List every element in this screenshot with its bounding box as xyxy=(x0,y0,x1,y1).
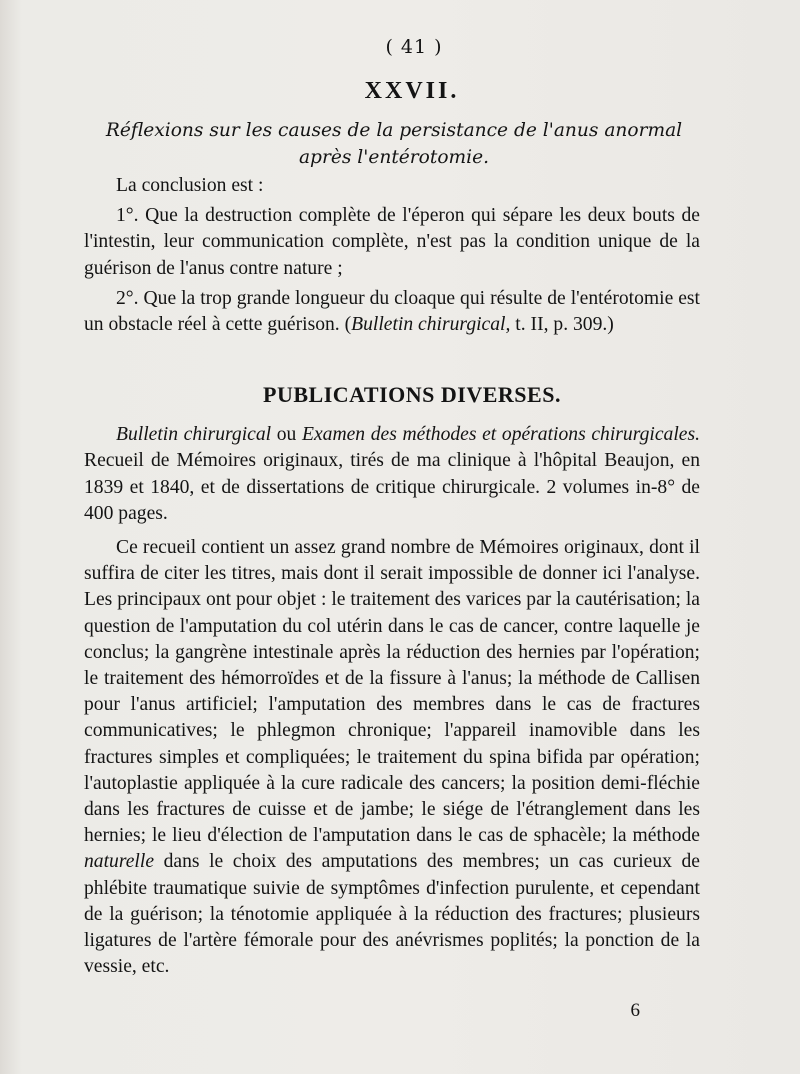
publication-title-connector: ou xyxy=(271,424,302,446)
publication-title-part-1: Bulletin chirurgical xyxy=(116,424,272,446)
conclusion-point-2-text: 2°. Que la trop grande longueur du cloaque qui résulte de l'entérotomie est un obstacle réel à cette guérison. ( xyxy=(84,287,700,336)
section-heading: PUBLICATIONS DIVERSES. xyxy=(263,382,561,408)
publication-description xyxy=(84,422,700,527)
signature-mark: 6 xyxy=(630,1000,640,1021)
publication-title-part-2: Examen des méthodes et opérations chirurgicales. xyxy=(301,424,700,446)
conclusion-point-1: 1°. Que la destruction complète de l'éperon qui sépare les deux bouts de l'intestin, leur communication complète, n'est pas la condition unique de la guérison de l'anus contre nature ; xyxy=(84,205,700,279)
page-number: ( 41 ) xyxy=(385,36,443,58)
contents-text-start: Ce recueil contient un assez grand nombre de Mémoires originaux, dont il suffira de citer les titres, mais dont il serait impossible de donner ici l'analyse. Les principaux ont pour objet : le traitement des varices par la cautérisation; la question de l'amputation du col utérin dans le cas de cancer, contre laquelle je conclus; la gangrène intestinale après la réduction des hernies par l'opération; le traitement des hémorroïdes et de la fissure à l'anus; la méthode de Callisen pour l'anus artificiel; l'amputation des membres dans le cas de fractures communicatives; le phlegmon chronique; l'appareil inamovible dans les fractures simples et compliquées; le traitement du spina bifida par opération; l'autoplastie appliquée à la cure radicale des cancers; la position demi-fléchie dans les fractures de cuisse et de jambe; le siége de l'étranglement dans les hernies; le lieu d'élection de l'amputation dans le cas de sphacèle; la méthode xyxy=(84,537,700,847)
publication-details: Recueil de Mémoires originaux, tirés de ma clinique à l'hôpital Beaujon, en 1839 et 1840, et de dissertations de critique chirurgicale. 2 volumes in-8° de 400 pages. xyxy=(84,450,700,524)
publication-contents xyxy=(84,535,700,980)
conclusion-intro: La conclusion est : xyxy=(116,175,264,196)
article-title: Réflexions sur les causes de la persistance de l'anus anormal après l'entérotomie. xyxy=(105,120,683,168)
bulletin-reference-location: t. II, p. 309.) xyxy=(510,314,614,336)
conclusion-point-2 xyxy=(84,286,700,338)
contents-text-end: dans le choix des amputations des membres; un cas curieux de phlébite traumatique suivie de symptômes d'infection purulente, et cependant de la guérison; la ténotomie appliquée à la réduction des fractures; plusieurs ligatures de l'artère fémorale pour des anévrismes poplités; la ponction de la vessie, etc. xyxy=(84,851,700,978)
bulletin-reference-title: Bulletin chirurgical, xyxy=(351,314,511,336)
contents-italic-term: naturelle xyxy=(84,851,155,873)
section-number: XXVII. xyxy=(364,78,460,104)
